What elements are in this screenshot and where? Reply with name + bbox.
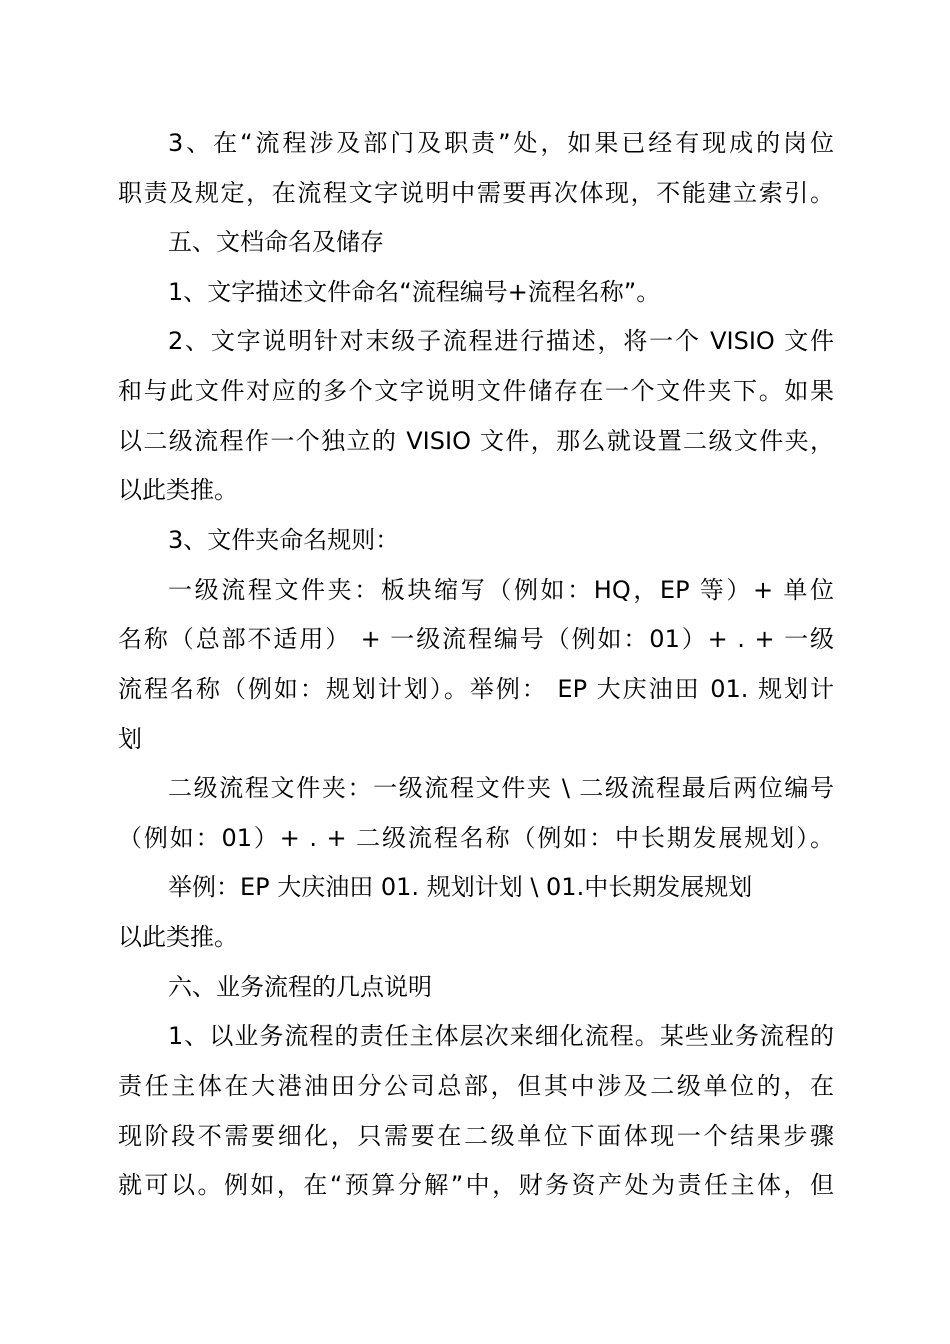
paragraph-line: 举例：EP 大庆油田 01. 规划计划 \ 01.中长期发展规划 (168, 873, 753, 901)
paragraph-line: 职责及规定，在流程文字说明中需要再次体现，不能建立索引。 (118, 179, 834, 207)
paragraph-line: 划 (118, 725, 142, 753)
paragraph-line: 和与此文件对应的多个文字说明文件储存在一个文件夹下。如果 (118, 377, 834, 405)
paragraph-line: 就可以。例如，在“预算分解”中，财务资产处为责任主体，但 (118, 1171, 834, 1199)
paragraph-line: 以二级流程作一个独立的 VISIO 文件，那么就设置二级文件夹， (118, 427, 834, 455)
paragraph-line: 责任主体在大港油田分公司总部，但其中涉及二级单位的，在 (118, 1072, 834, 1100)
paragraph-line: 1、文字描述文件命名“流程编号+流程名称”。 (168, 278, 661, 306)
paragraph-line: 一级流程文件夹：板块缩写（例如：HQ，EP 等）+ 单位 (168, 576, 834, 604)
section-heading-6: 六、业务流程的几点说明 (168, 973, 432, 1001)
section-heading-5: 五、文档命名及储存 (168, 228, 384, 256)
paragraph-line: 以此类推。 (118, 476, 238, 504)
paragraph-line: 流程名称（例如：规划计划）。举例： EP 大庆油田 01. 规划计 (118, 675, 834, 703)
paragraph-line: 名称（总部不适用） + 一级流程编号（例如：01）+ . + 一级 (118, 625, 834, 653)
paragraph-line: 1、以业务流程的责任主体层次来细化流程。某些业务流程的 (168, 1022, 834, 1050)
paragraph-line: 3、在“流程涉及部门及职责”处，如果已经有现成的岗位 (168, 129, 834, 157)
paragraph-line: 以此类推。 (118, 923, 238, 951)
paragraph-line: 二级流程文件夹：一级流程文件夹 \ 二级流程最后两位编号 (168, 774, 834, 802)
paragraph-line: 现阶段不需要细化，只需要在二级单位下面体现一个结果步骤 (118, 1122, 834, 1150)
paragraph-line: 3、文件夹命名规则： (168, 526, 400, 554)
paragraph-line: 2、文字说明针对末级子流程进行描述，将一个 VISIO 文件 (168, 327, 834, 355)
paragraph-line: （例如：01）+ . + 二级流程名称（例如：中长期发展规划）。 (118, 824, 834, 852)
